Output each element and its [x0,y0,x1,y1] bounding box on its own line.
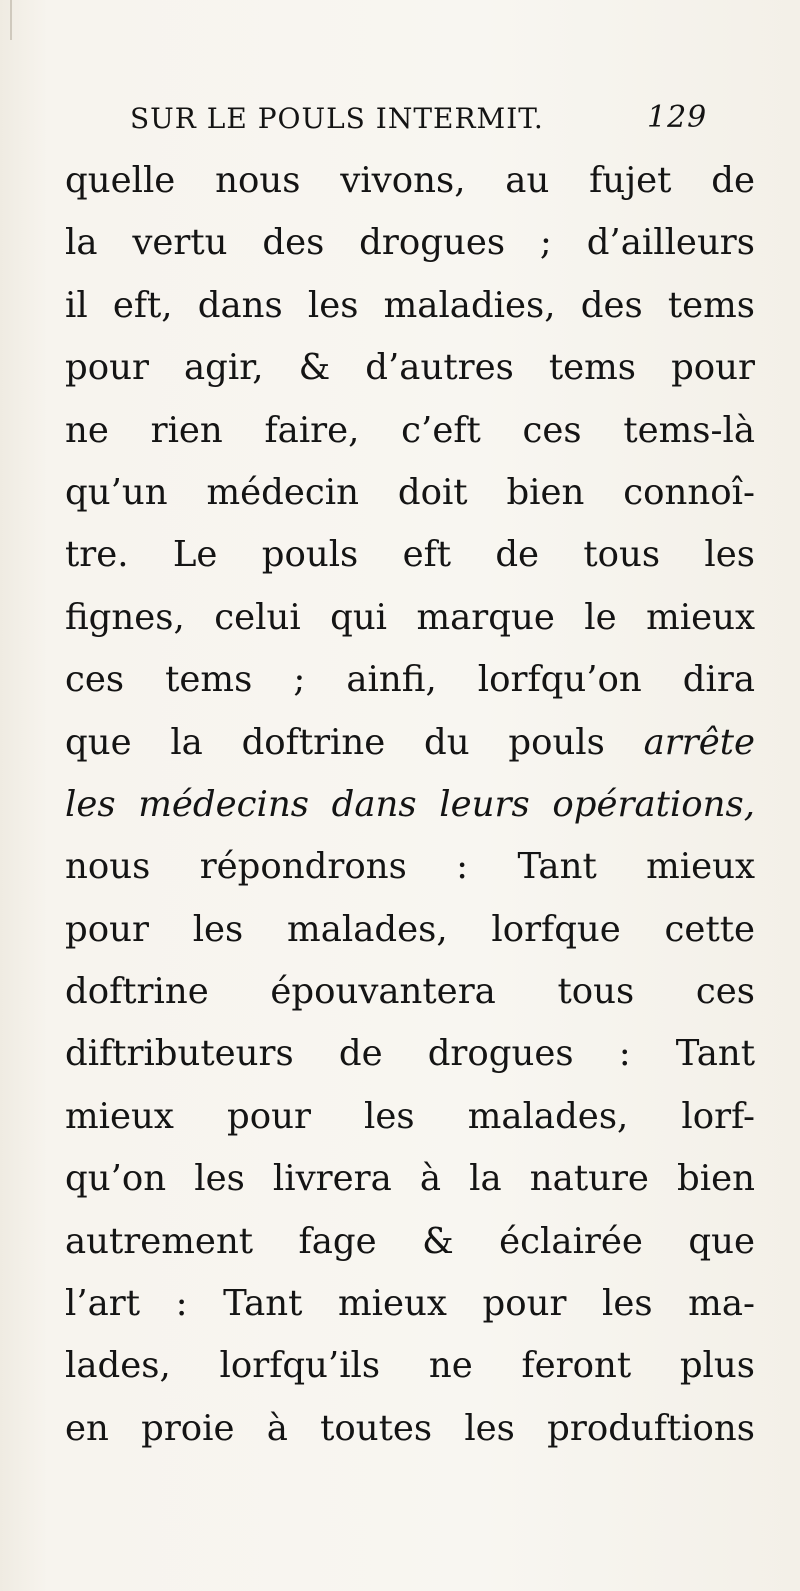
text-line: diftributeurs de drogues : Tant [65,1033,755,1075]
text-line: qu’on les livrera à la nature bien [65,1158,755,1200]
body-text [65,150,755,1460]
text-line: la vertu des drogues ; d’ailleurs [65,222,755,264]
page-number: 129 [647,100,708,135]
text-line: pour agir, & d’autres tems pour [65,347,755,389]
text-line: mieux pour les malades, lorf- [65,1095,755,1137]
text-line: nous répondrons : Tant mieux [65,846,755,888]
text-line: ne rien faire, c’eft ces tems-là [65,409,755,451]
text-line: qu’un médecin doit bien connoî- [65,471,755,513]
running-head [130,100,708,140]
text-line: quelle nous vivons, au fujet de [65,160,755,201]
running-head-title: SUR LE POULS INTERMIT. [130,102,544,135]
text-line: autrement fage & éclairée que [65,1220,755,1262]
text-line: ces tems ; ainfi, lorfqu’on dira [65,659,755,701]
text-line: pour les malades, lorfque cette [65,908,755,950]
text-line: l’art : Tant mieux pour les ma- [65,1283,755,1325]
text-line: il eft, dans les maladies, des tems [65,284,755,326]
page-corner-mark [0,0,12,40]
text-line-italic: les médecins dans leurs opérations, [65,783,755,825]
text-line: lades, lorfqu’ils ne feront plus [65,1345,755,1387]
text-line: tre. Le pouls eft de tous les [65,534,755,576]
text-line: fignes, celui qui marque le mieux [65,596,755,638]
text-line: doftrine épouvantera tous ces [65,971,755,1013]
text-line: en proie à toutes les produftions [65,1407,755,1449]
text-line: que la doftrine du pouls arrête [65,721,755,763]
italic-word: arrête [643,721,755,763]
